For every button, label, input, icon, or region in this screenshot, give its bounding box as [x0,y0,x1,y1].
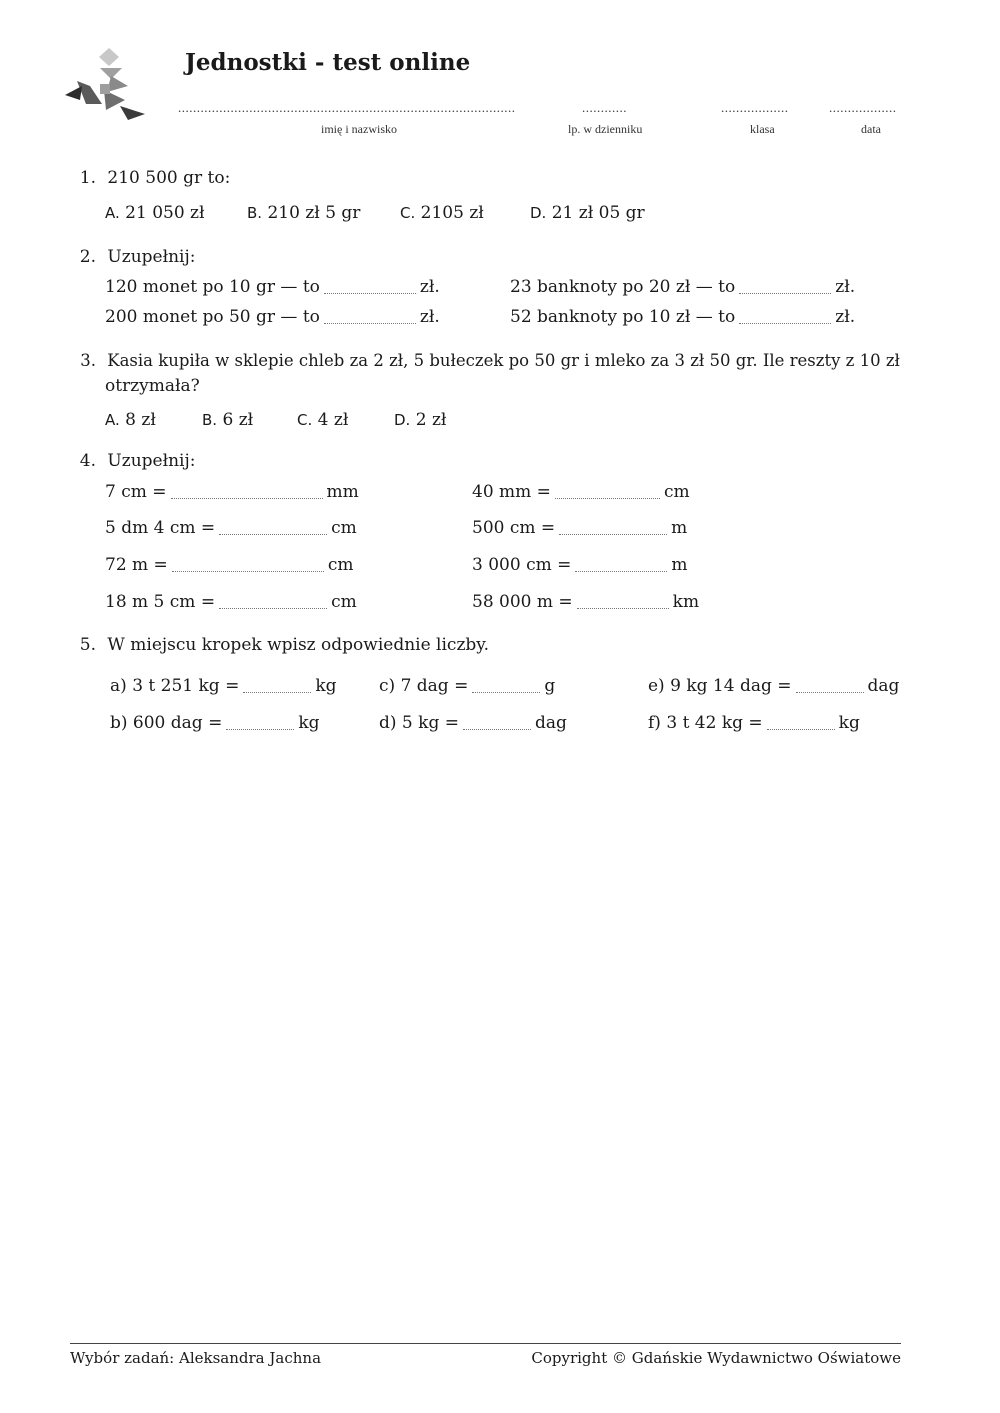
q4-item-7 [105,592,357,612]
option-letter: A. [105,204,120,222]
item-prompt: 600 dag = [132,713,223,733]
q3-option-c[interactable] [297,410,348,430]
item-prompt: 52 banknoty po 10 zł — to [510,307,736,327]
item-unit: kg [315,676,337,696]
item-unit: g [544,676,556,696]
answer-blank[interactable] [463,715,531,730]
item-label: a) [110,676,127,696]
answer-blank[interactable] [577,594,669,609]
item-prompt: 7 cm = [105,482,167,502]
option-letter: B. [202,411,218,429]
q5-item-f [648,713,860,733]
name-field-caption: imię i nazwisko [321,122,397,136]
question-number: 1. [79,168,96,188]
answer-blank[interactable] [172,557,324,572]
q4-item-6 [472,555,688,575]
question-text-line-1: Kasia kupiła w sklepie chleb za 2 zł, 5 bułeczek po 50 gr i mleko za 3 zł 50 gr. Ile reszty z 10 zł [107,351,900,370]
item-prompt: 9 kg 14 dag = [670,676,792,696]
item-unit: m [671,518,688,538]
question-5 [72,635,489,655]
item-label: d) [379,713,397,733]
answer-blank[interactable] [575,557,667,572]
answer-blank[interactable] [555,484,660,499]
q4-item-8 [472,592,699,612]
item-unit: dag [534,713,567,733]
answer-blank[interactable] [559,520,667,535]
item-unit: kg [298,713,320,733]
item-unit: zł. [419,307,440,327]
q1-option-c[interactable] [400,203,484,223]
item-unit: zł. [835,277,856,297]
answer-blank[interactable] [324,279,416,294]
question-text: Uzupełnij: [107,247,196,267]
item-label: f) [648,713,661,733]
item-prompt: 72 m = [105,555,168,575]
item-prompt: 5 dm 4 cm = [105,518,216,538]
q5-item-a [110,676,337,696]
q1-option-a[interactable] [105,203,205,223]
q4-item-1 [105,482,359,502]
option-text: 2 zł [415,410,447,430]
footer-copyright: Copyright © Gdańskie Wydawnictwo Oświatowe [531,1349,901,1367]
q4-item-2 [472,482,690,502]
item-unit: cm [327,555,354,575]
q4-item-4 [472,518,687,538]
q4-item-3 [105,518,357,538]
item-unit: dag [867,676,900,696]
question-number: 3. [80,351,96,370]
option-letter: A. [105,411,120,429]
question-number: 5. [79,635,96,655]
q4-item-5 [105,555,353,575]
answer-blank[interactable] [796,678,864,693]
option-text: 21 050 zł [125,203,205,223]
q5-item-e [648,676,899,696]
item-prompt: 120 monet po 10 gr — to [105,277,320,297]
item-label: e) [648,676,665,696]
option-letter: D. [530,204,547,222]
answer-blank[interactable] [219,520,327,535]
question-4 [72,451,195,471]
item-prompt: 5 kg = [401,713,459,733]
q2-item-3 [105,307,440,327]
answer-blank[interactable] [739,279,831,294]
q2-item-4 [510,307,855,327]
q3-option-b[interactable] [202,410,253,430]
item-unit: kg [838,713,860,733]
name-field-dots[interactable]: .......................................................................................... [178,100,516,115]
tangram-logo-icon [62,46,148,120]
q1-option-b[interactable] [247,203,360,223]
q2-item-2 [510,277,855,297]
page-title: Jednostki - test online [185,49,471,76]
item-unit: mm [326,482,359,502]
number-field-caption: lp. w dzienniku [568,122,643,136]
q3-option-d[interactable] [394,410,446,430]
question-3 [72,351,900,370]
question-text: 210 500 gr to: [107,168,231,188]
item-prompt: 3 t 251 kg = [132,676,240,696]
answer-blank[interactable] [243,678,311,693]
q2-item-1 [105,277,440,297]
q5-item-d [379,713,567,733]
option-text: 21 zł 05 gr [551,203,645,223]
answer-blank[interactable] [472,678,540,693]
item-unit: m [671,555,688,575]
answer-blank[interactable] [324,309,416,324]
q1-option-d[interactable] [530,203,645,223]
date-field-caption: data [861,122,881,136]
item-unit: zł. [835,307,856,327]
q5-item-b [110,713,320,733]
item-prompt: 18 m 5 cm = [105,592,216,612]
question-text-line-2: otrzymała? [105,376,200,396]
answer-blank[interactable] [767,715,835,730]
footer-divider [70,1343,901,1344]
item-unit: cm [331,592,357,612]
option-letter: B. [247,204,263,222]
item-prompt: 7 dag = [400,676,469,696]
option-letter: C. [297,411,313,429]
option-letter: C. [400,204,416,222]
class-field-caption: klasa [750,122,775,136]
item-prompt: 3 000 cm = [472,555,572,575]
item-prompt: 3 t 42 kg = [666,713,763,733]
date-field-dots[interactable]: .................. [829,100,897,115]
item-unit: km [672,592,700,612]
item-unit: cm [331,518,357,538]
question-number: 4. [79,451,96,471]
option-text: 8 zł [125,410,156,430]
question-text: W miejscu kropek wpisz odpowiednie liczby. [107,635,490,655]
option-text: 210 zł 5 gr [267,203,361,223]
answer-blank[interactable] [226,715,294,730]
footer-author: Wybór zadań: Aleksandra Jachna [70,1349,322,1367]
class-field-dots[interactable]: .................. [721,100,789,115]
number-field-dots[interactable]: ............ [582,100,627,115]
item-unit: cm [663,482,690,502]
item-prompt: 200 monet po 50 gr — to [105,307,320,327]
answer-blank[interactable] [219,594,327,609]
answer-blank[interactable] [739,309,831,324]
item-prompt: 58 000 m = [472,592,573,612]
answer-blank[interactable] [171,484,323,499]
option-text: 6 zł [222,410,254,430]
question-number: 2. [79,247,96,267]
option-letter: D. [394,411,411,429]
item-prompt: 23 banknoty po 20 zł — to [510,277,736,297]
question-2 [72,247,195,267]
question-text: Uzupełnij: [107,451,196,471]
item-label: c) [379,676,396,696]
question-1 [72,168,230,188]
item-prompt: 40 mm = [472,482,551,502]
item-prompt: 500 cm = [472,518,556,538]
item-unit: zł. [419,277,440,297]
item-label: b) [110,713,128,733]
q5-item-c [379,676,555,696]
q3-option-a[interactable] [105,410,156,430]
option-text: 2105 zł [420,203,484,223]
option-text: 4 zł [317,410,349,430]
